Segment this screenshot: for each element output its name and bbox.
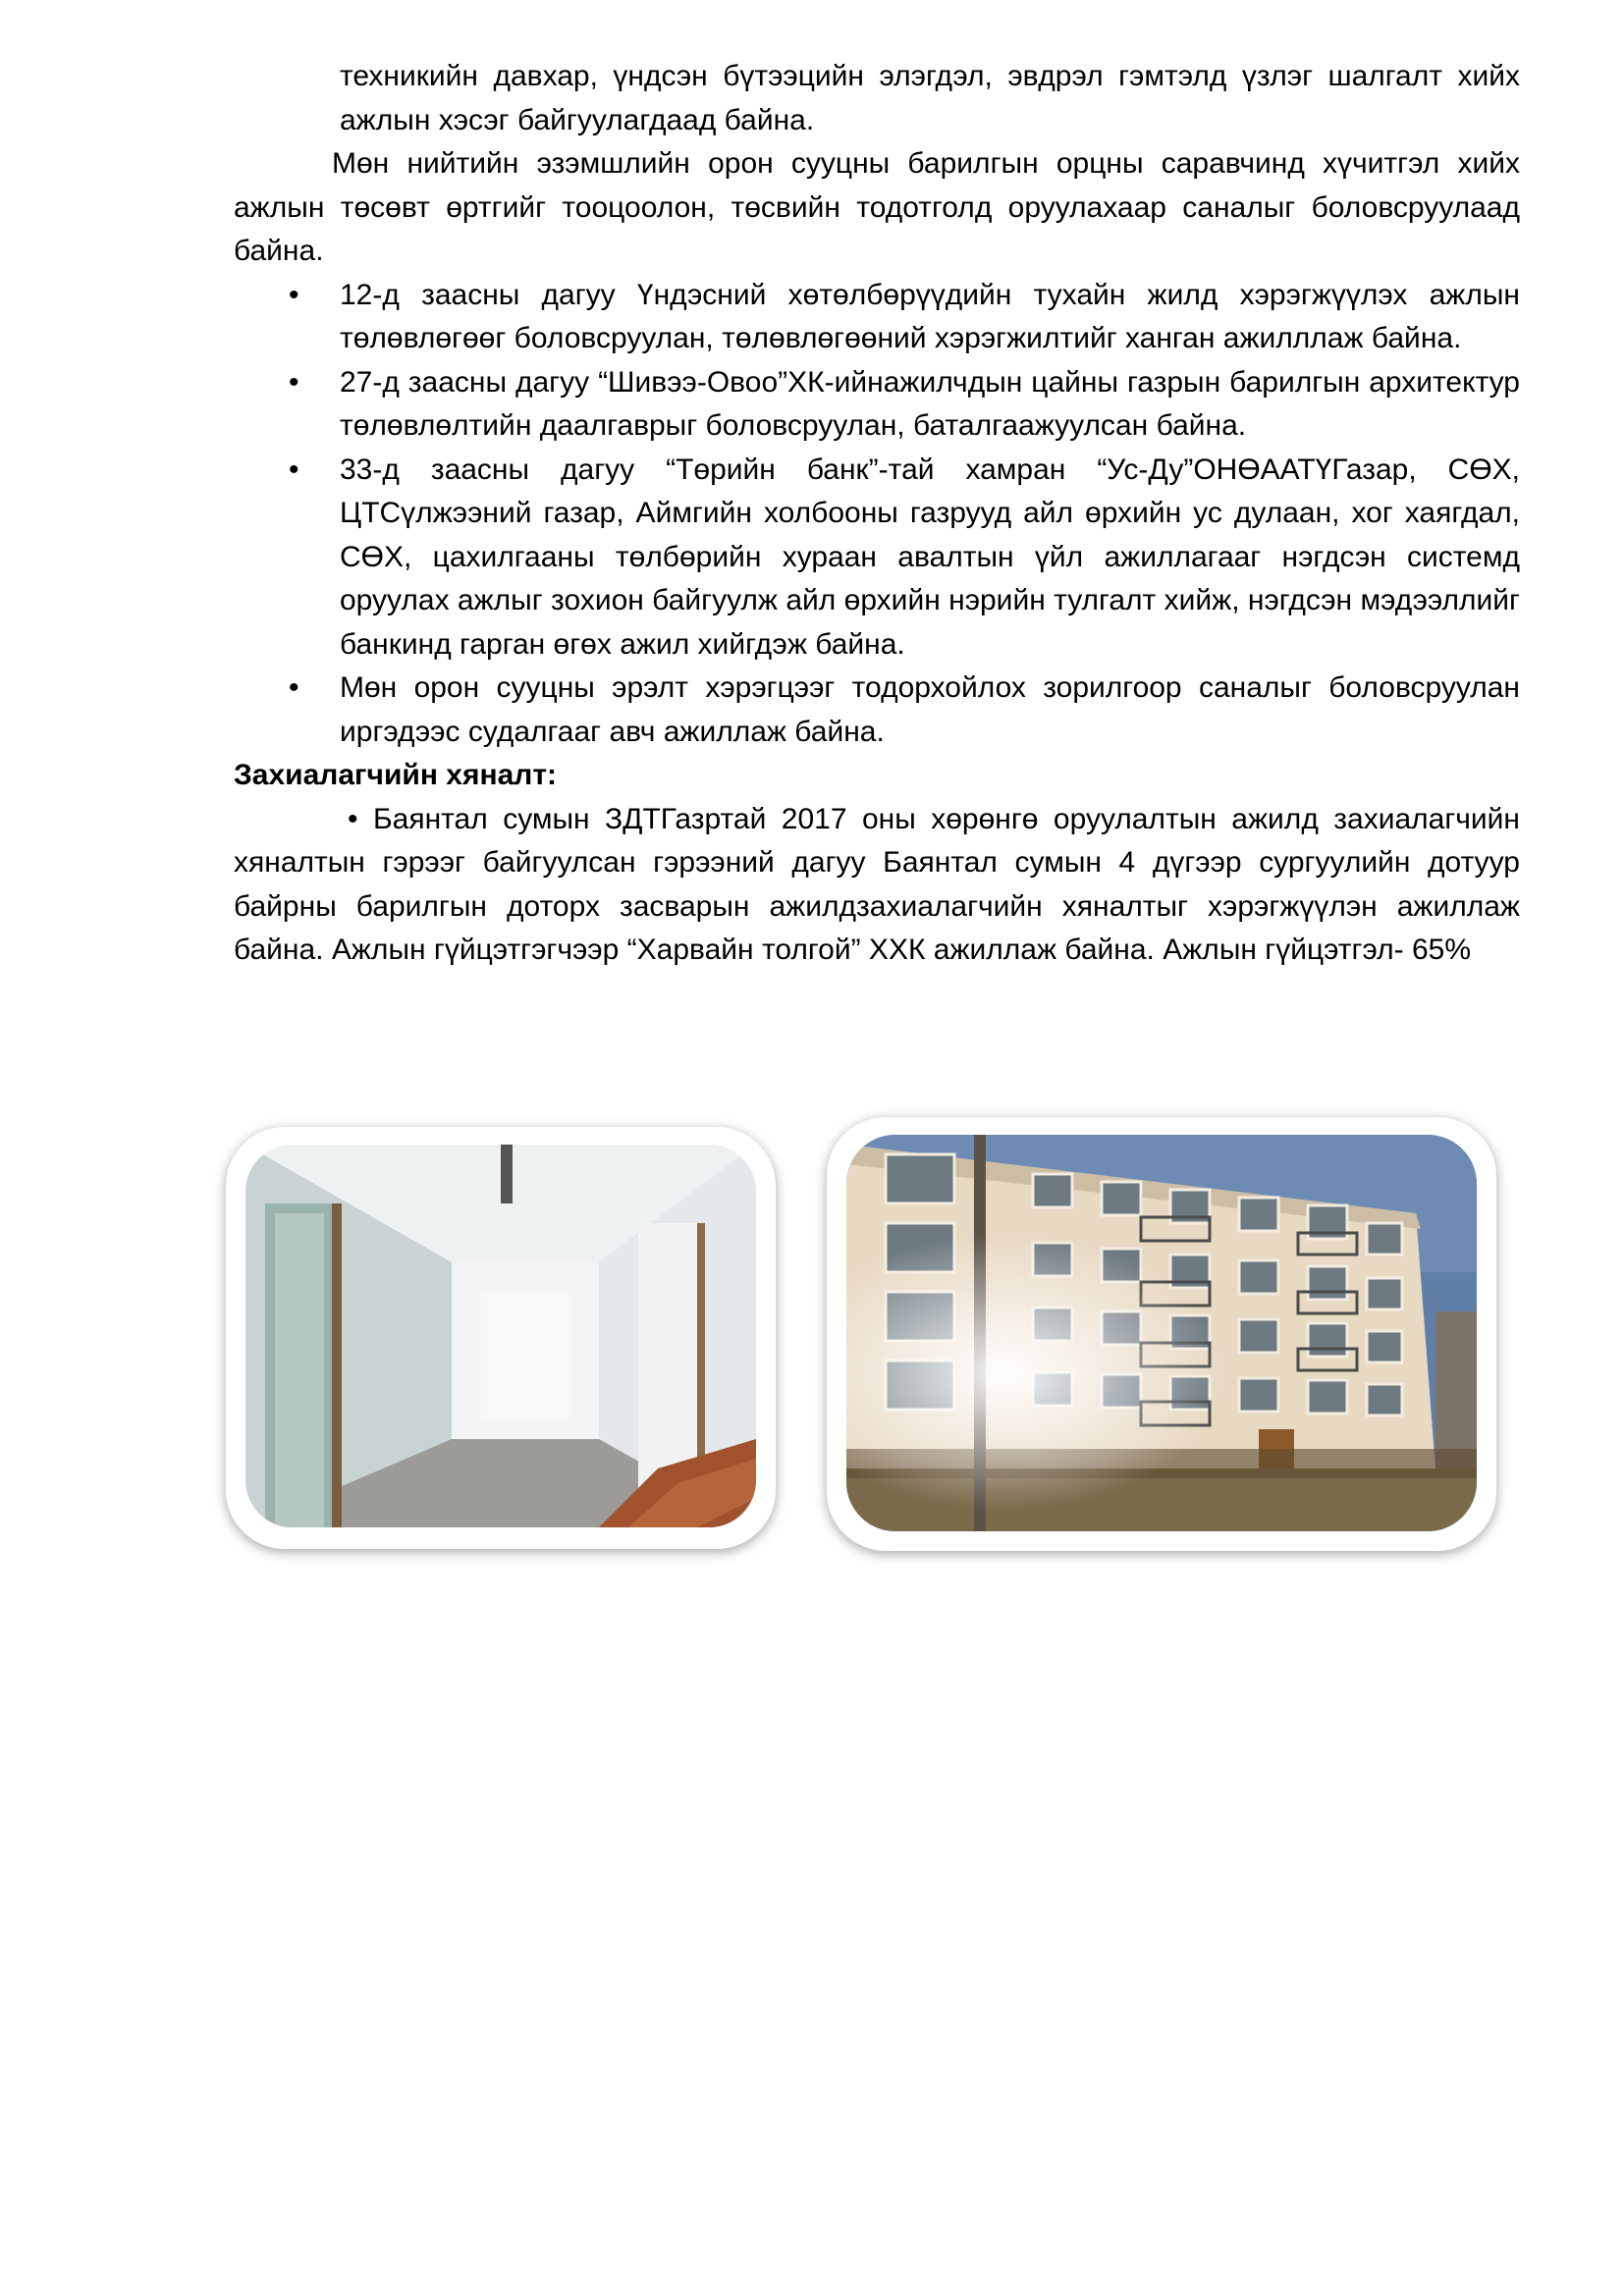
interior-corridor-image bbox=[245, 1145, 756, 1527]
paragraph-main: Мөн нийтийн эзэмшлийн орон сууцны барилгын орцны саравчинд хүчитгэл хийх ажлын төсөвт өртгийг тооцоолон, төсвийн тодотголд оруулахаар саналыг боловсруулаад байна. bbox=[234, 147, 1520, 267]
list-item: • 27-д заасны дагуу “Шивээ-Овоо”ХК-ийнажилчдын цайны газрын барилгын архитектур төлөвлөлтийн даалгаврыг боловсруулан, баталгаажуулсан байна. bbox=[234, 361, 1520, 449]
list-item: • Мөн орон сууцны эрэлт хэрэгцээг тодорхойлох зорилгоор саналыг боловсруулан иргэдээс судалгааг авч ажиллаж байна. bbox=[234, 667, 1520, 754]
supervision-paragraph bbox=[234, 798, 1520, 973]
section-heading: Захиалагчийн хяналт: bbox=[234, 759, 558, 791]
bullet-symbol: • bbox=[348, 802, 358, 835]
list-item: • 33-д заасны дагуу “Төрийн банк”-тай хамран “Ус-Ду”ОНӨААТҮГазар, СӨХ, ЦТСүлжээний газар, Аймгийн холбооны газрууд айл өрхийн ус дулаан, хог хаягдал, СӨХ, цахилгааны төлбөрийн хураан авалтын үйл ажиллагааг нэгдсэн системд оруулах ажлыг зохион байгуулж айл өрхийн нэрийн тулгалт хийж, нэгдсэн мэдээллийг банкинд гарган өгөх ажил хийгдэж байна. bbox=[234, 449, 1520, 667]
document-body bbox=[234, 55, 1520, 973]
building-exterior-image bbox=[846, 1135, 1477, 1531]
supervision-text: Баянтал сумын ЗДТГазртай 2017 оны хөрөнгө оруулалтын ажилд захиалагчийн хяналтын гэрээг байгуулсан гэрээний дагуу Баянтал сумын 4 дүгээр сургуулийн дотуур байрны барилгын доторх засварын ажилдзахиалагчийн хяналтыг хэрэгжүүлэн ажиллаж байна. Ажлын гүйцэтгэгчээр “Харвайн толгой” ХХК ажиллаж байна. Ажлын гүйцэтгэл- 65% bbox=[234, 802, 1520, 966]
bullet-list bbox=[234, 274, 1520, 755]
paragraph-continued: техникийн давхар, үндсэн бүтээцийн элэгдэл, эвдрэл гэмтэлд үзлэг шалгалт хийх ажлын хэсэг байгуулагдаад байна. bbox=[340, 60, 1520, 136]
interior-corridor-photo bbox=[226, 1127, 776, 1549]
list-item: • 12-д заасны дагуу Үндэсний хөтөлбөрүүдийн тухайн жилд хэрэгжүүлэх ажлын төлөвлөгөөг боловсруулан, төлөвлөгөөний хэрэгжилтийг ханган ажилллаж байна. bbox=[234, 274, 1520, 361]
building-exterior-photo bbox=[827, 1117, 1496, 1551]
